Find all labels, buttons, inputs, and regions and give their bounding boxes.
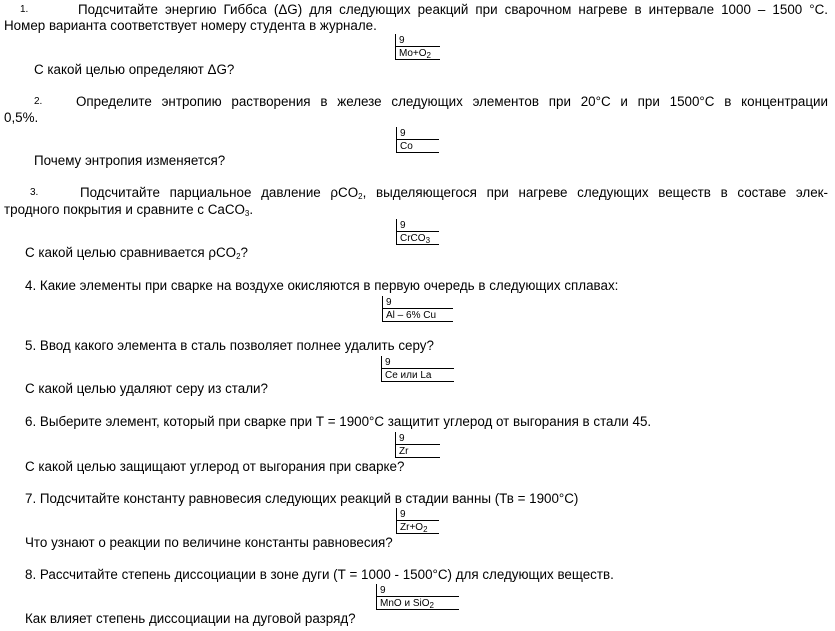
task-7-text: 7. Подсчитайте константу равновесия следующих реакций в стадии ванны (Тв = 1900°С) <box>25 491 579 506</box>
task-8-text: 8. Рассчитайте степень диссоциации в зоне дуги (Т = 1000 - 1500°С) для следующих веществ. <box>25 567 614 582</box>
task-1-line2: Номер варианта соответствует номеру студента в журнале. <box>4 18 377 33</box>
variant-number: 9 <box>396 432 440 445</box>
task-8-variant-table <box>376 584 459 610</box>
variant-number: 9 <box>382 356 454 369</box>
task-6-question: С какой целью защищают углерод от выгорания при сварке? <box>25 459 405 474</box>
variant-value: CrCO$_3$ <box>397 232 439 245</box>
task-4-variant-table <box>382 296 453 322</box>
task-7-variant-table <box>396 508 439 534</box>
variant-value: Co <box>397 140 439 153</box>
task-1-line1: 1. Подсчитайте энергию Гиббса (ΔG) для следующих реакций при сварочном нагреве в интервале 1000 – 1500 °С. <box>20 2 828 17</box>
task-5-question: С какой целью удаляют серу из стали? <box>25 381 268 396</box>
variant-value: Ce или La <box>382 369 454 382</box>
task-1-variant-table <box>395 34 440 60</box>
task-2-line1: 2. Определите энтропию растворения в железе следующих элементов при 20°С и при 1500°С в концентрации <box>34 94 828 109</box>
variant-number: 9 <box>383 296 453 309</box>
task-4-text: 4. Какие элементы при сварке на воздухе окисляются в первую очередь в следующих сплавах: <box>25 278 619 293</box>
task-3-number: 3. <box>30 187 39 198</box>
task-2-question: Почему энтропия изменяется? <box>34 153 226 168</box>
variant-number: 9 <box>396 34 440 47</box>
variant-number: 9 <box>397 508 439 521</box>
variant-value: Zr <box>396 445 440 458</box>
task-2-line2: 0,5%. <box>4 110 39 125</box>
task-1-question: С какой целью определяют ΔG? <box>34 62 235 77</box>
task-1-number: 1. <box>20 4 29 15</box>
variant-number: 9 <box>397 127 439 140</box>
task-5-variant-table <box>381 356 454 382</box>
task-8-question: Как влияет степень диссоциации на дуговой разряд? <box>25 611 356 626</box>
task-6-text: 6. Выберите элемент, который при сварке при Т = 1900°С защитит углерод от выгорания в стали 45. <box>25 414 652 429</box>
task-7-question: Что узнают о реакции по величине константы равновесия? <box>25 535 393 550</box>
task-2-variant-table <box>396 127 439 153</box>
task-3-line1: 3. Подсчитайте парциальное давление ρCO$_2$, выделяющегося при нагреве следующих веществ в составе элек- <box>30 185 828 201</box>
variant-value: $Mo+O_2$ <box>396 47 440 60</box>
variant-value: MnO и SiO$_2$ <box>377 597 459 610</box>
task-3-question: С какой целью сравнивается ρCO$_2$? <box>25 245 248 261</box>
task-5-text: 5. Ввод какого элемента в сталь позволяет полнее удалить серу? <box>25 338 434 353</box>
task-2-number: 2. <box>34 96 43 107</box>
variant-value: Al – 6% Cu <box>383 309 453 322</box>
variant-number: 9 <box>397 219 439 232</box>
variant-value: $Zr+O_2$ <box>397 521 439 534</box>
task-6-variant-table <box>395 432 440 458</box>
task-3-variant-table <box>396 219 439 245</box>
variant-number: 9 <box>377 584 459 597</box>
task-3-line2: тродного покрытия и сравните с CaCO$_3$. <box>4 202 254 218</box>
